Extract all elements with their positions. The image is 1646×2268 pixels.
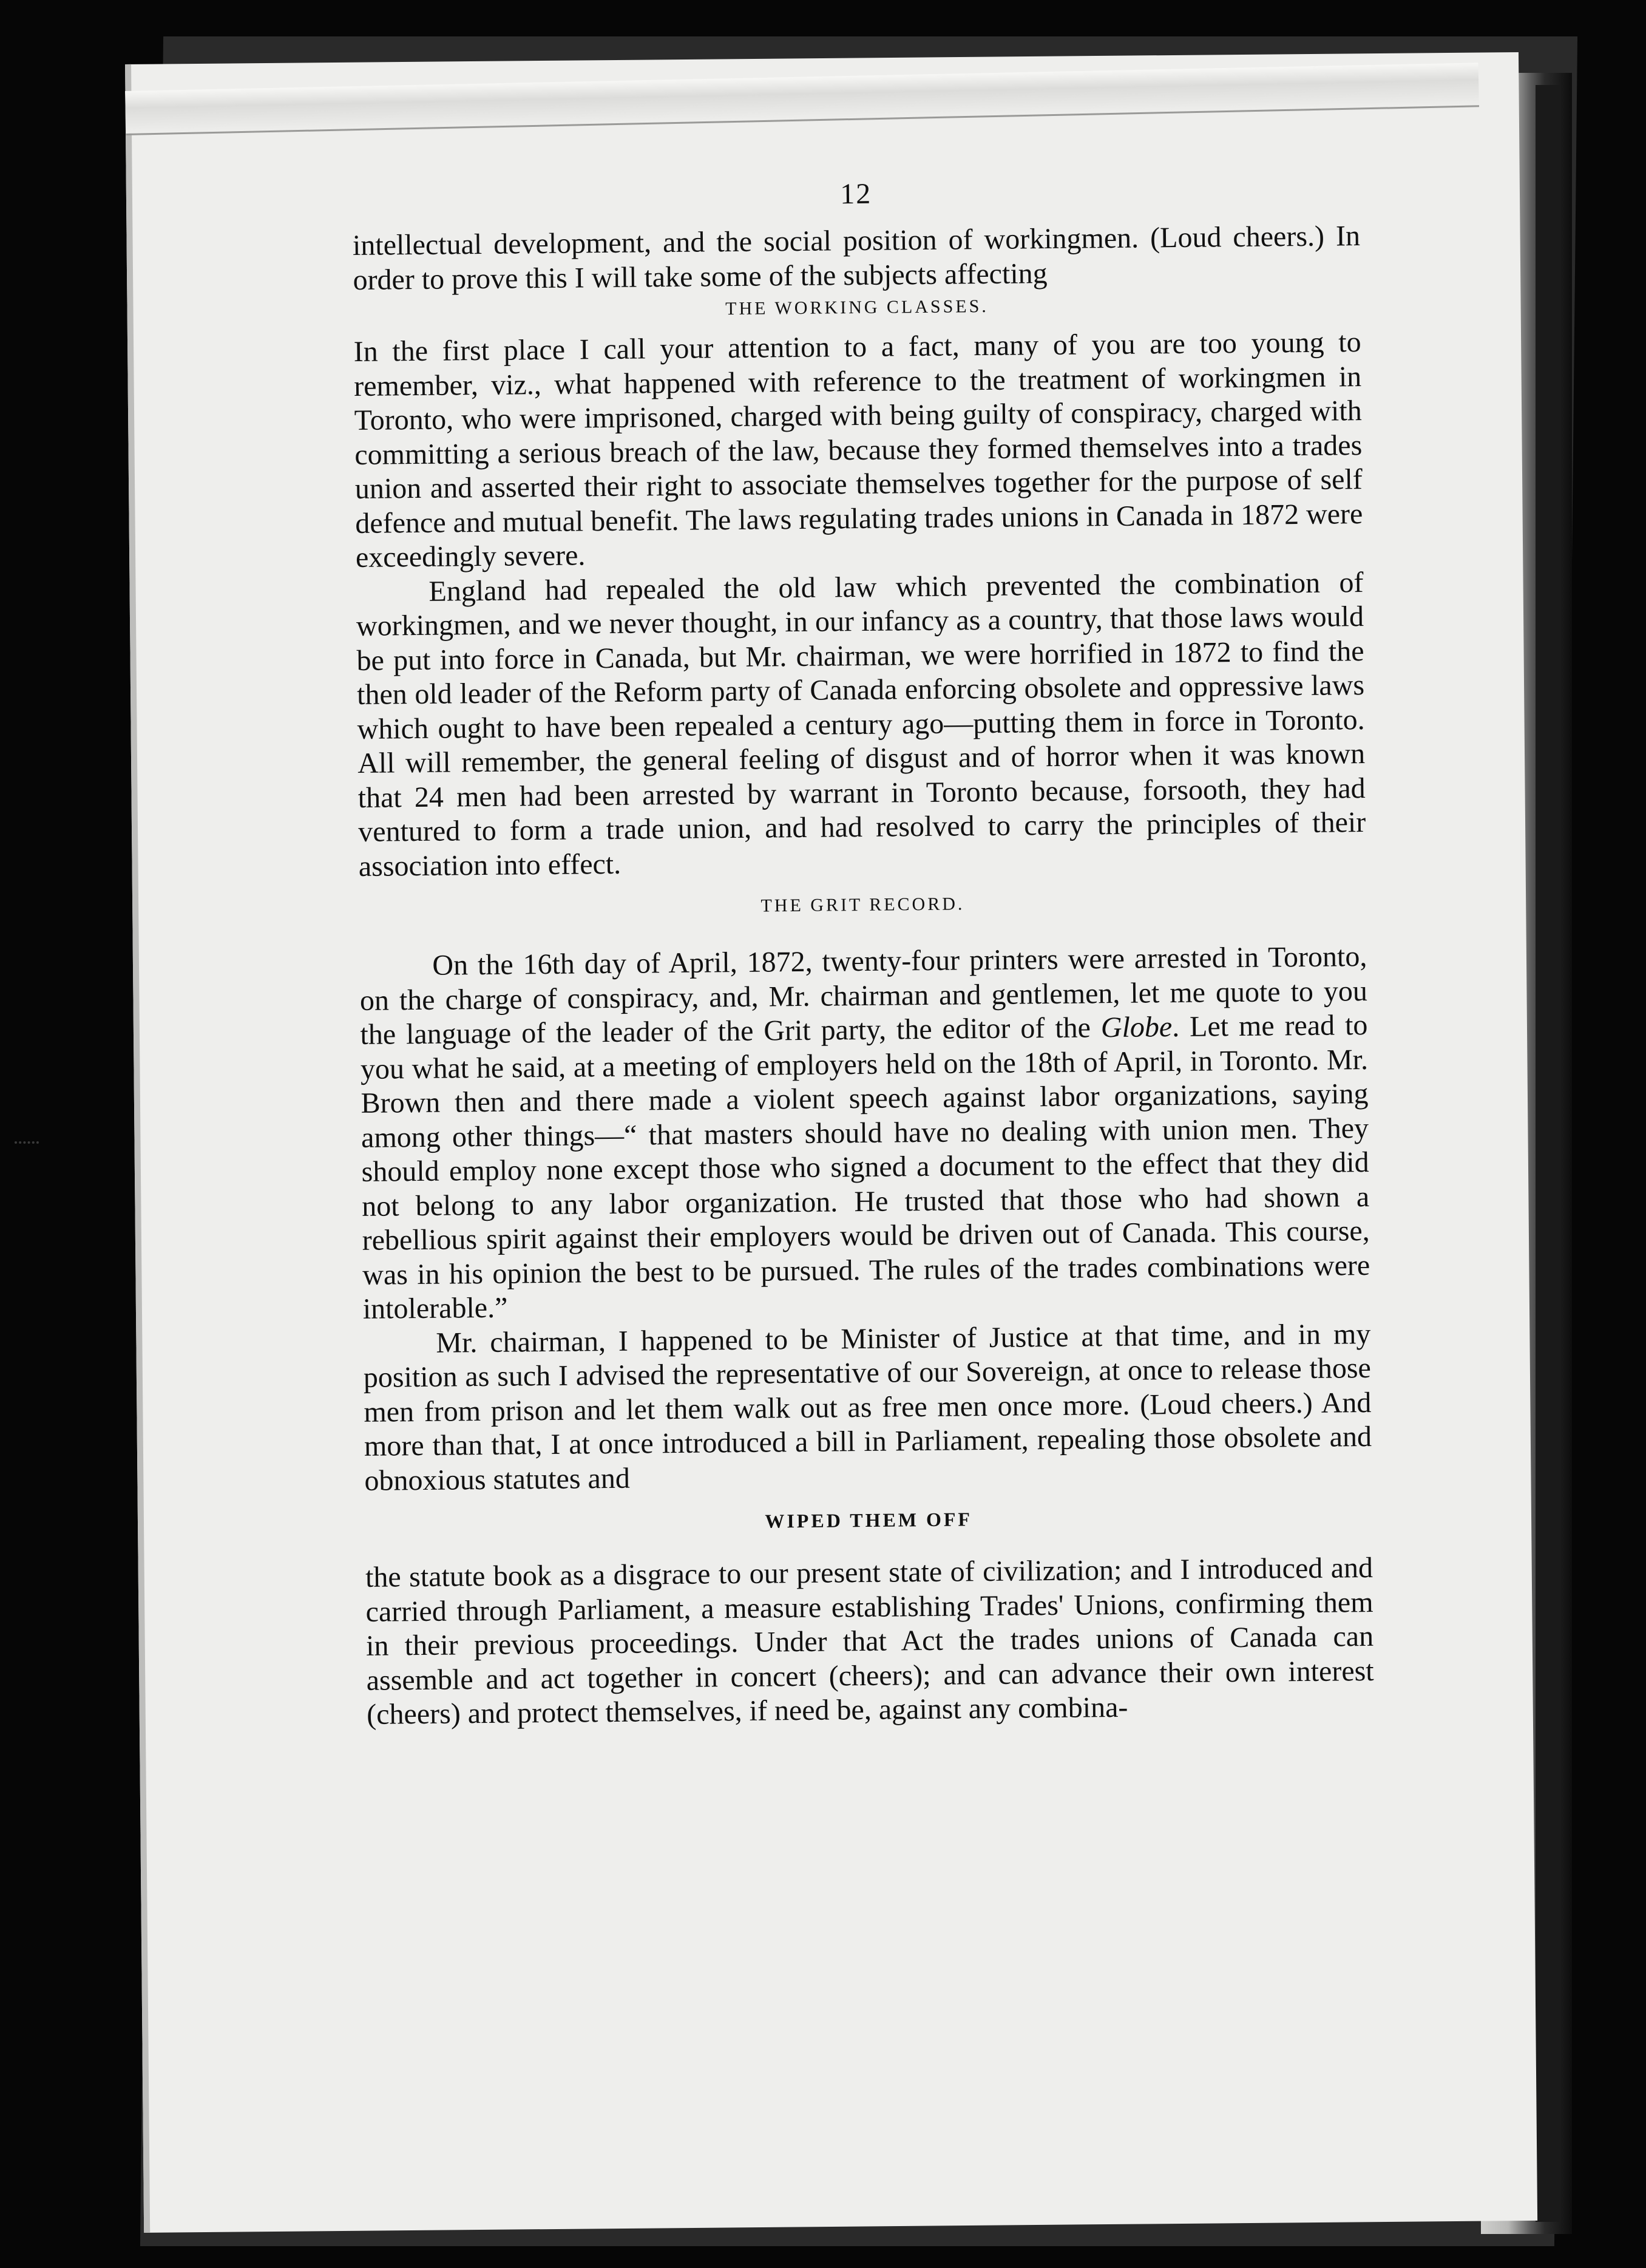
- heading-grit-record: THE GRIT RECORD.: [760, 894, 965, 916]
- heading-working-classes: THE WORKING CLASSES.: [725, 296, 989, 319]
- text-run: . Let me read to you what he said, at a meeting of employers held on the 18th of April, in Toronto. Mr. Brown then and there made a violent speech against labor organizations, saying among other things—“ that masters should have no dealing with union men. They should employ none except those who signed a document to the effect that they did not belong to any labor organization. He trusted that those who had shown a rebellious spirit against their employers would be driven out of Canada. This course, was in his opinion the best to be pursued. The rules of the trades combinations were intolerable.”: [360, 1009, 1370, 1325]
- margin-mark: [15, 1141, 39, 1151]
- paragraph-first-place: In the first place I call your attention to a fact, many of you are too young to remember, viz., what happened with reference to the treatment of workingmen in Toronto, who were imprisoned, charged with being guilty of conspiracy, charged with committing a serious breach of the law, because they formed themselves into a trades union and asserted their right to associate themselves together for the purpose of self defence and mutual benefit. The laws regulating trades unions in Canada in 1872 were exceedingly severe.: [353, 326, 1363, 574]
- text-run: On the 16th day of April, 1872, twenty-four printers were arrested in Toronto, on the charge of conspiracy, and, Mr. chairman and gentlemen, let me quote to you the language of the leader of the Grit party, the editor of the: [359, 940, 1368, 1051]
- heading-wiped-them-off: WIPED THEM OFF: [765, 1508, 973, 1532]
- paragraph-england: England had repealed the old law which prevented the combination of workingmen, and we never thought, in our infancy as a country, that those laws would be put into force in Canada, but Mr. chairman, we were horrified in 1872 to find the then old leader of the Reform party of Canada enforcing obsolete and oppressive laws which ought to have been repealed a century ago—putting them in force in Toronto. All will remember, the general feeling of disgust and of horror when it was known that 24 men had been arrested by warrant in Toronto because, forsooth, they had ventured to form a trade union, and had resolved to carry the principles of their association into effect.: [356, 566, 1366, 883]
- book-binding: [1536, 85, 1560, 2222]
- paragraph-intro: intellectual development, and the social position of workingmen. (Loud cheers.) In order to prove this I will take some of the subjects affecting: [352, 220, 1361, 296]
- page-content: [352, 172, 1374, 1732]
- paragraph-statute-book: the statute book as a disgrace to our present state of civilization; and I introduced and carried through Parliament, a measure establishing Trades' Unions, confirming them in their previous proceedings. Under that Act the trades unions of Canada can assemble and act together in concert (cheers); and can advance their own interest (cheers) and protect themselves, if need be, against any combina-: [365, 1551, 1374, 1731]
- paragraph-minister-of-justice: Mr. chairman, I happened to be Minister of Justice at that time, and in my position as such I advised the representative of our Sovereign, at once to release those men from prison and let them walk out as free men once more. (Loud cheers.) And more than that, I at once introduced a bill in Parliament, repealing those obsolete and obnoxious statutes and: [363, 1317, 1372, 1497]
- paragraph-16th-april: [359, 940, 1370, 1326]
- globe-italic: Globe: [1100, 1011, 1173, 1044]
- page-number: 12: [839, 177, 872, 211]
